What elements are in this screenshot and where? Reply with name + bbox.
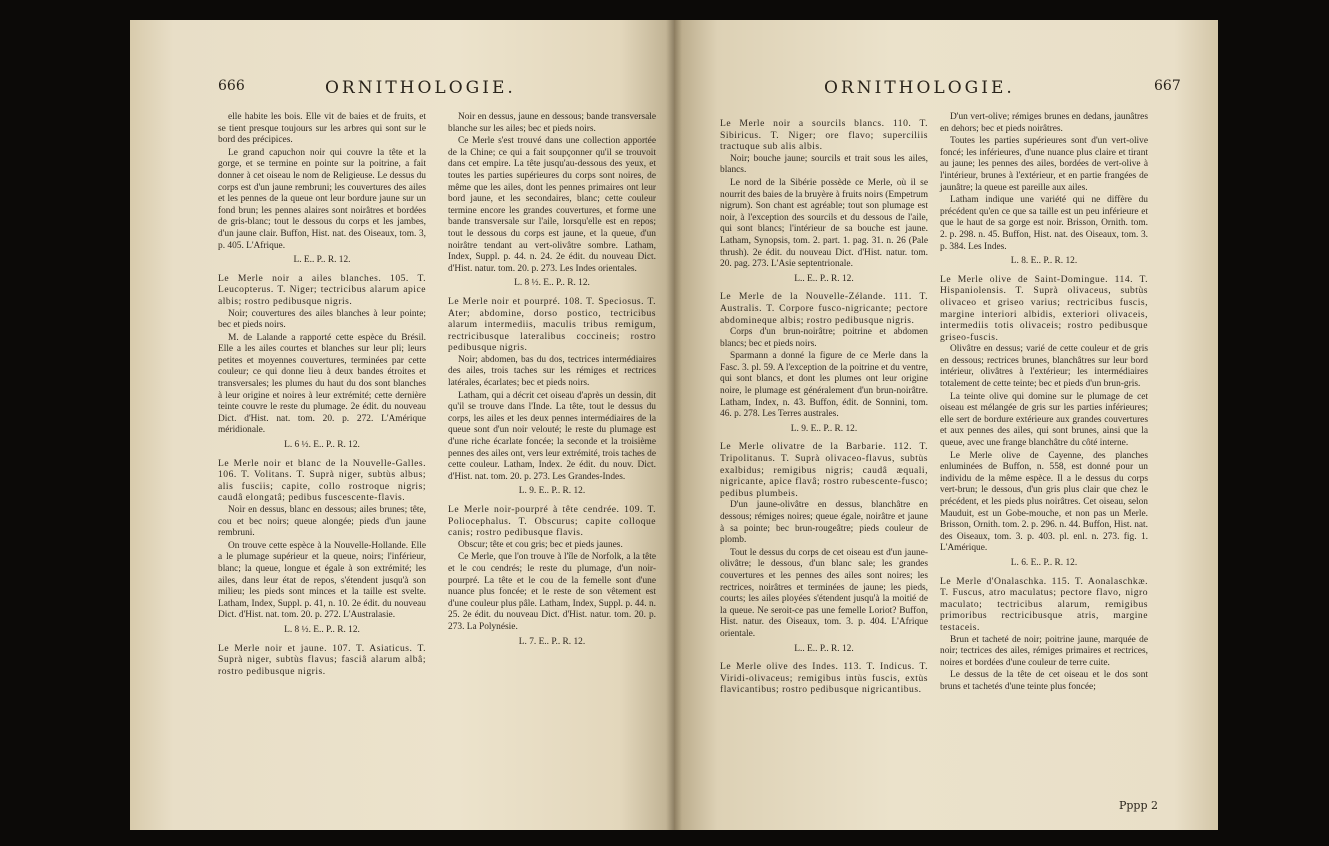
right-page: [674, 20, 1218, 830]
paragraph: M. de Lalande a rapporté cette espèce du Brésil. Elle a les ailes courtes et blanches sur leur pli; leurs petites et moyennes couvertures, terminées par cette couleur; ce qui donne lieu à deux bandes étroites et transversales; les plumes du haut du dos sont blanches à leur origine et noires à leur extrémité; cette dernière teinte couvre le reste du plumage. 2e édit. du nouveau Dict. d'Hist. nat. tom. 20. p. 272. L'Amérique méridionale.: [218, 332, 426, 436]
paragraph: Le grand capuchon noir qui couvre la tête et la gorge, et se termine en pointe sur la poitrine, a fait donner à cet oiseau le nom de Religieuse. Le dessus du corps est d'un jaune rembruni; les couvertures des ailes et les pennes de la queue ont leur bordure jaune sur un fond brun; les pennes alaires sont noirâtres et bordées de gris-blanc; tout le dessous du corps et les jambes, d'un jaune clair. Buffon, Hist. nat. des Oiseaux, tom. 3, p. 405. L'Afrique.: [218, 147, 426, 251]
paragraph: Sparmann a donné la figure de ce Merle dans la Fasc. 3. pl. 59. A l'exception de la poitrine et du ventre, qui sont blancs, et dont les plumes ont leur origine noire, le plumage est généralement d'un brun-noirâtre. Latham, Index, n. 43. Buffon, édit. de Sonnini, tom. 46. p. 278. Les Terres australes.: [720, 351, 928, 420]
entry-heading: Le Merle noir-pourpré à tête cendrée. 109. T. Poliocephalus. T. Obscurus; capite colloque canis; rostro pedibusque flavis.: [448, 504, 656, 539]
measurement-line: L. 6. E.. P.. R. 12.: [1010, 557, 1078, 568]
measurement-line: L. 8 ½. E.. P.. R. 12.: [284, 624, 360, 635]
right-page-number: 667: [1154, 78, 1181, 94]
paragraph: Noir; abdomen, bas du dos, tectrices intermédiaires des ailes, trois taches sur les rémiges et rectrices latérales, écarlates; bec et pieds noirs.: [448, 354, 656, 389]
entry-heading: Le Merle olive des Indes. 113. T. Indicus. T. Viridi-olivaceus; remigibus intùs fuscis, extùs flavicantibus; rostro pedibusque nigricantibus.: [720, 661, 928, 696]
paragraph: Corps d'un brun-noirâtre; poitrine et abdomen blancs; bec et pieds noirs.: [720, 327, 928, 349]
left-page-number: 666: [218, 78, 245, 94]
entry-heading: Le Merle noir a ailes blanches. 105. T. Leucopterus. T. Niger; tectricibus alarum apice albis; rostro pedibusque nigris.: [218, 272, 426, 307]
paragraph: Latham indique une variété qui ne diffère du précédent qu'en ce que sa taille est un peu inférieure et que le haut de sa gorge est noir. Brisson, Ornith. tom. 2. p. 298. n. 45. Buffon, Hist. nat. des Oiseaux, tom. 3. p. 384. Les Indes.: [940, 195, 1148, 252]
entry-heading: Le Merle noir et blanc de la Nouvelle-Galles. 106. T. Volitans. T. Suprà niger, subtùs albus; alis fusciis; capite, collo rostroque nigris; caudâ elongatâ; pedibus fuscescente-flavis.: [218, 457, 426, 504]
entry-heading: Le Merle olive de Saint-Domingue. 114. T. Hispaniolensis. T. Suprà olivaceus, subtùs olivaceo et griseo varius; rectricibus fuscis, margine interiori albidis, exteriori olivaceis, intermediis totis olivaceis; rostro pedibusque griseo-fuscis.: [940, 273, 1148, 343]
entry-heading: Le Merle d'Onalaschka. 115. T. Aonalaschkæ. T. Fuscus, atro maculatus; pectore flavo, nigro maculato; tectricibus alarum, remigibus primoribus rectricibusque atris, margine testaceis.: [940, 575, 1148, 633]
measurement-line: L. 7. E.. P.. R. 12.: [518, 636, 586, 647]
left-page: [130, 20, 674, 830]
paragraph: Brun et tacheté de noir; poitrine jaune, marquée de noir; tectrices des ailes, rémiges primaires et rectrices, noires et bordées d'une couleur de terre cuite.: [940, 634, 1148, 668]
entry-heading: Le Merle de la Nouvelle-Zélande. 111. T. Australis. T. Corpore fusco-nigricante; pectore abdomineque albis; rostro pedibusque nigris.: [720, 291, 928, 326]
measurement-line: L.. E.. P.. R. 12.: [794, 643, 854, 654]
paragraph: D'un vert-olive; rémiges brunes en dedans, jaunâtres en dehors; bec et pieds noirâtres.: [940, 112, 1148, 134]
paragraph: Olivâtre en dessus; varié de cette couleur et de gris en dessous; rectrices brunes, blanchâtres sur leur bord intérieur, olivâtres à l'extérieur; les intermédiaires totalement de cette teinte; bec et pieds d'un brun-gris.: [940, 344, 1148, 390]
paragraph: Toutes les parties supérieures sont d'un vert-olive foncé; les inférieures, d'une nuance plus claire et tirant au jaune; les pennes des ailes, bordées de vert-olive à l'intérieur, brunes à l'extérieur, et en partie frangées de jaunâtre; la queue est pareille aux ailes.: [940, 136, 1148, 193]
paragraph: D'un jaune-olivâtre en dessus, blanchâtre en dessous; rémiges noires; queue égale, noirâtre et jaune à sa pointe; bec brun-rougeâtre; pieds couleur de plomb.: [720, 500, 928, 546]
measurement-line: L.. E.. P.. R. 12.: [794, 273, 854, 284]
paragraph: Noir en dessus, blanc en dessous; ailes brunes; tête, cou et bec noirs; queue alongée; pieds d'un jaune rembruni.: [218, 505, 426, 539]
measurement-line: L. E.. P.. R. 12.: [293, 255, 351, 266]
paragraph: Le Merle olive de Cayenne, des planches enluminées de Buffon, n. 558, est donné pour un individu de la même espèce. Il a le dessus du corps vert-brun; le dessous, d'un gris plus clair que chez le précédent, et les pieds plus noirâtres. Cet oiseau, selon Mauduit, est un Gobe-mouche, et non pas un Merle. Brisson, Ornith. tom. 2. p. 296. n. 44. Buffon, Hist. nat. des Oiseaux, tom. 3. p. 403. pl. enl. n. 273. fig. 1. L'Amérique.: [940, 450, 1148, 554]
measurement-line: L. 9. E.. P.. R. 12.: [790, 423, 858, 434]
right-column-2: [940, 112, 1148, 695]
measurement-line: L. 6 ½. E.. P.. R. 12.: [284, 440, 360, 451]
right-running-header: ORNITHOLOGIE.: [824, 78, 1015, 98]
paragraph: Ce Merle s'est trouvé dans une collection apportée de la Chine; ce qui a fait soupçonner qu'il se trouvoit dans cet empire. La tête jusqu'au-dessous des yeux, et toutes les parties supérieures du corps sont noires, de même que les ailes, dont les pennes primaires ont leur bord jaune, et les secondaires, blanc; cette couleur termine encore les grandes couvertures, et forme une bande transversale sur l'aile, lorsqu'elle est en repos; tout le dessous du corps est jaune, et la queue, d'un noirâtre tendant au vert-olivâtre sombre. Latham, Index, Suppl. p. 44. n. 24. 2e édit. du nouveau Dict. d'Hist. natur. tom. 20. p. 273. Les Indes orientales.: [448, 136, 656, 274]
paragraph: Ce Merle, que l'on trouve à l'île de Norfolk, a la tête et le cou cendrés; le reste du plumage, d'un noir-pourpré. La tête et le cou de la femelle sont d'une nuance plus foncée; et le reste de son vêtement est d'une couleur plus pâle. Latham, Index, Suppl. p. 44. n. 25. 2e édit. du nouveau Dict. d'Hist. natur. tom. 20. p. 273. La Polynésie.: [448, 552, 656, 632]
right-column-1: [720, 112, 928, 697]
paragraph: elle habite les bois. Elle vit de baies et de fruits, et se tient presque toujours sur les arbres qui sont sur le bord des précipices.: [218, 112, 426, 146]
open-book: [130, 20, 1218, 830]
paragraph: Le nord de la Sibérie possède ce Merle, où il se nourrit des baies de la bruyère à fruits noirs (Empetrum nigrum). Son chant est agréable; tout son plumage est noir, à l'exception des sourcils et du dessous de l'aile, qui sont blancs; l'intérieur de sa bouche est jaune. Latham, Synopsis, tom. 2. part. 1. pag. 31. n. 26 (Pale thrush). 2e édit. du nouveau Dict. d'Hist. natur. tom. 20. pag. 273. L'Asie septentrionale.: [720, 177, 929, 270]
measurement-line: L. 9. E.. P.. R. 12.: [518, 486, 586, 497]
measurement-line: L. 8 ½. E.. P.. R. 12.: [514, 278, 590, 289]
left-running-header: ORNITHOLOGIE.: [325, 78, 516, 98]
paragraph: La teinte olive qui domine sur le plumage de cet oiseau est mélangée de gris sur les parties inférieures; elle sert de bordure extérieure aux grandes couvertures et aux pennes des ailes, qui sont brunes, ainsi que la queue, avec une frange blanchâtre du côté interne.: [940, 391, 1148, 449]
paragraph: Tout le dessus du corps de cet oiseau est d'un jaune-olivâtre; le dessous, d'un blanc sale; les grandes couvertures et les pennes des ailes sont noires; les rectrices, noirâtres et terminées de jaune; les pieds, courts; les ailes ployées s'étendent jusqu'à la moitié de la queue. Ne seroit-ce pas une femelle Loriot? Buffon, Hist. natur. des Oiseaux, tom. 3. p. 404. L'Afrique orientale.: [720, 547, 928, 639]
entry-heading: Le Merle noir et pourpré. 108. T. Speciosus. T. Ater; abdomine, dorso postico, tectricibus alarum intermediis, maculis tribus remigum, rectricibusque lateralibus coccineis; rostro pedibusque nigris.: [448, 295, 656, 354]
signature-mark: Pppp 2: [1118, 799, 1158, 812]
paragraph: Obscur; tête et cou gris; bec et pieds jaunes.: [458, 539, 623, 550]
paragraph: Noir; couvertures des ailes blanches à leur pointe; bec et pieds noirs.: [218, 308, 426, 331]
paragraph: Noir; bouche jaune; sourcils et trait sous les ailes, blancs.: [720, 153, 928, 176]
paragraph: Noir en dessus, jaune en dessous; bande transversale blanche sur les ailes; bec et pieds noirs.: [448, 112, 656, 134]
entry-heading: Le Merle olivatre de la Barbarie. 112. T. Tripolitanus. T. Suprà olivaceo-flavus, subtùs exalbidus; remigibus nigris; caudâ æquali, nigricante, apice flavâ; rostro rubescente-fusco; pedibus plumbeis.: [720, 441, 928, 499]
left-column-1: [218, 112, 426, 678]
paragraph: On trouve cette espèce à la Nouvelle-Hollande. Elle a le plumage supérieur et la queue, noirs; l'inférieur, blanc; la queue, longue et égale à son extrémité; les ailes, dans leur état de repos, s'étendent jusqu'à son milieu; les pieds sont minces et la taille est svelte. Latham, Index, Suppl. p. 41, n. 10. 2e édit. du nouveau Dict. d'Hist. nat. tom. 20. p. 272. L'Australasie.: [218, 540, 426, 621]
book-gutter: [666, 20, 682, 830]
measurement-line: L. 8. E.. P.. R. 12.: [1010, 256, 1078, 267]
entry-heading: Le Merle noir a sourcils blancs. 110. T. Sibiricus. T. Niger; ore flavo; superciliis tractuque sub alis albis.: [720, 118, 928, 153]
paragraph: Le dessus de la tête de cet oiseau et le dos sont bruns et tachetés d'une teinte plus foncée;: [940, 670, 1148, 692]
paragraph: Latham, qui a décrit cet oiseau d'après un dessin, dit qu'il se trouve dans l'Inde. La tête, tout le dessus du corps, les ailes et les deux pennes intermédiaires de la queue sont d'un noir velouté; le reste du plumage est d'une riche écarlate foncée; la seconde et la troisième pennes des ailes ont, vers leur extrémité, trois taches de cette couleur. Latham, Index. 2e édit. du nouv. Dict. d'Hist. nat. tom. 20. p. 273. Les Grandes-Indes.: [448, 390, 657, 482]
entry-heading: Le Merle noir et jaune. 107. T. Asiaticus. T. Suprà niger, subtùs flavus; fasciâ alarum albâ; rostro pedibusque nigris.: [218, 642, 426, 677]
left-column-2: [448, 112, 656, 652]
